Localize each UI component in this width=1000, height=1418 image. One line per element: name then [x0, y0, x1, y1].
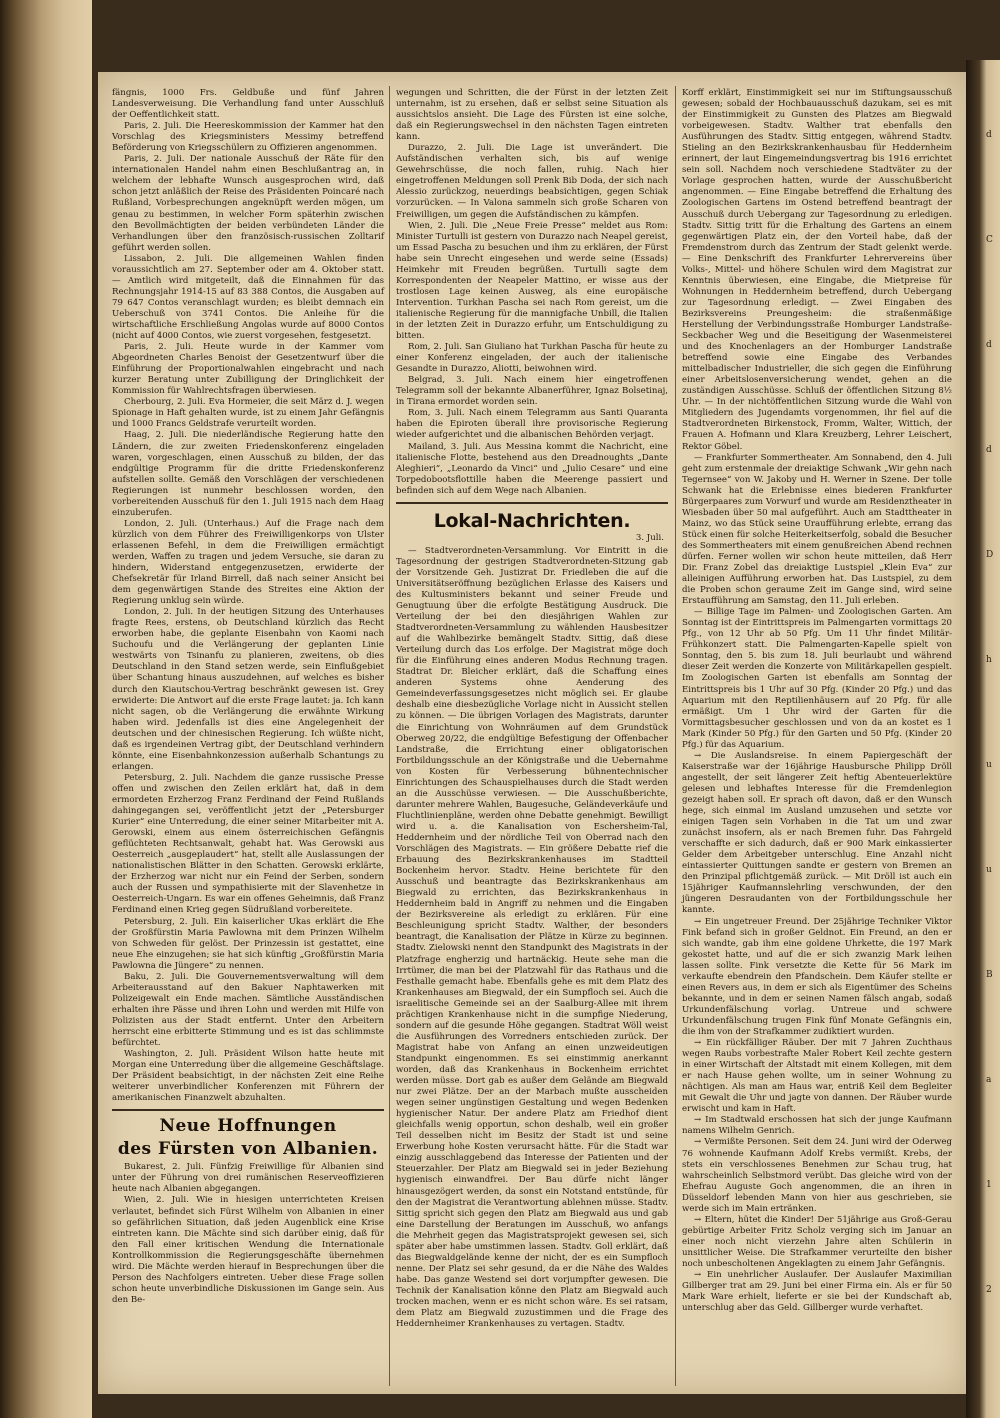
news-paragraph: London, 2. Juli. (Unterhaus.) Auf die Frage nach dem kürzlich von dem Führer des Freiwilligenkorps von Ulster erlassenen Befehl, in dem die Freiwilligen ermächtigt werden, Waffen zu tragen und jedem Versuche, sie daran zu hindern, Widerstand entgegenzusetzen, erwiderte der Chefsekretär für Irland Birrell, daß nach seiner Ansicht bei dem gegenwärtigen Stande des Streites eine Aktion der Regierung unklug sein würde.	[112, 518, 384, 607]
news-paragraph: Rom, 3. Juli. Nach einem Telegramm aus Santi Quaranta haben die Epiroten überall ihre provisorische Regierung wieder aufgerichtet und die albanischen Behörden verjagt.	[396, 408, 668, 441]
news-paragraph: Baku, 2. Juli. Die Gouvernementsverwaltung will dem Arbeiterausstand auf den Bakuer Naphtawerken mit Polizeigewalt ein Ende machen. Sämtliche Ausständischen erhalten ihre Pässe und ihren Lohn und werden mit Hilfe von Polizisten aus der Stadt entfernt. Unter den Arbeitern herrscht eine erbitterte Stimmung und es ist das schlimmste befürchtet.	[112, 971, 384, 1049]
local-items	[682, 88, 952, 1314]
news-paragraph: London, 2. Juli. In der heutigen Sitzung des Unterhauses fragte Rees, erstens, ob Deutschland kürzlich das Recht erworben habe, die geplante Eisenbahn von Kaomi nach Suchoufu und die Verlängerung der geplanten Linie westwärts von Tsinanfu zu planieren, zweitens, ob dies Deutschland in den Stand setzen werde, sein Einflußgebiet über Schantung hinaus auszudehnen, auf welches es bisher durch den Kiautschou-Vertrag beschränkt gewesen ist. Grey erwiderte: Die Antwort auf die erste Frage lautet: ja. Ich kann nicht sagen, ob die Verlängerung die erwähnte Wirkung haben wird. Jedenfalls ist dies eine Angelegenheit der deutschen und der chinesischen Regierung. Ich wüßte nicht, daß es irgendeinen Vertrag gibt, der Deutschland verhindern könnte, eine Eisenbahnkonzession außerhalb Schantungs zu erlangen.	[112, 607, 384, 772]
news-paragraph: Bukarest, 2. Juli. Fünfzig Freiwillige für Albanien sind unter der Führung von drei rumänischen Reserveoffizieren heute nach Albanien abgegangen.	[112, 1162, 384, 1195]
column-2	[396, 88, 668, 1330]
divider	[112, 1109, 384, 1111]
news-paragraph: Paris, 2. Juli. Die Heereskommission der Kammer hat den Vorschlag des Kriegsministers Messimy betreffend Beförderung von Kriegsschülern zu Offizieren angenommen.	[112, 121, 384, 154]
news-paragraph: Lissabon, 2. Juli. Die allgemeinen Wahlen finden voraussichtlich am 27. September oder am 4. Oktober statt. — Amtlich wird mitgeteilt, daß die Einnahmen für das Rechnungsjahr 1914-15 auf 83 388 Contos, die Ausgaben auf 79 647 Contos veranschlagt wurden; es bleibt demnach ein Ueberschuß von 3741 Contos. Die Anleihe für die wirtschaftliche Erschließung Angolas wurde auf 8000 Contos (nicht auf 4000 Contos, wie zuerst vorgesehen, festgesetzt.	[112, 253, 384, 342]
adjacent-page-fragment: d	[986, 340, 992, 350]
news-paragraph: Mailand, 3. Juli. Aus Messina kommt die Nachricht, eine italienische Flotte, bestehend aus den Dreadnoughts „Dante Aleghieri“, „Leonardo da Vinci“ und „Julio Cesare“ und eine Torpedobootsflottille haben die Meerenge passiert und befinden sich auf dem Wege nach Albanien.	[396, 441, 668, 496]
news-paragraph: Petersburg, 2. Juli. Ein kaiserlicher Ukas erklärt die Ehe der Großfürstin Maria Pawlowna mit dem Prinzen Wilhelm von Schweden für gelöst. Der Prinzessin ist gestattet, eine neue Ehe einzugehen; sie hat sich künftig „Großfürstin Maria Pawlowna die Jüngere“ zu nennen.	[112, 916, 384, 971]
book-spine	[0, 0, 92, 1418]
news-paragraph: → Vermißte Personen. Seit dem 24. Juni wird der Oderweg 76 wohnende Kaufmann Adolf Krebs vermißt. Krebs, der stets ein verschlossenes Benehmen zur Schau trug, hat wahrscheinlich Selbstmord verübt. Das gleiche wird von der Ehefrau Auguste Goch angenommen, die an ihren in Düsseldorf lebenden Mann von hier aus geschrieben, sie werde sich im Main ertränken.	[682, 1137, 952, 1214]
news-paragraph: Korff erklärt, Einstimmigkeit sei nur im Stiftungsausschuß gewesen; sobald der Hochbauausschuß dazukam, sei es mit der Einstimmigkeit zu Gunsten des Platzes am Biegwald vorbeigewesen. Stadtv. Walther trat ebenfalls den Ausführungen des Stadtv. Sittig entgegen, während Stadtv. Stieling an den Bezirkskrankenhausbau für Heddernheim erinnert, der laut Eingemeindungsvertrag bis 1916 errichtet sein soll. Nachdem noch verschiedene Stadtväter zu der Vorlage gesprochen hatten, wurde der Ausschußbericht angenommen. — Eine Eingabe betreffend die Erhaltung des Zoologischen Gartens im Ostend betreffend beantragt der Ausschuß durch Uebergang zur Tagesordnung zu erledigen. Stadtv. Sittig tritt für die Erhaltung des Gartens an einem gegenwärtigen Platz ein, der den Vorteil habe, daß der Fremdenstrom durch das Zentrum der Stadt gelenkt werde. — Eine Denkschrift des Frankfurter Lehrervereins über Volks-, Mittel- und höhere Schulen wird dem Magistrat zur Kenntnis überwiesen, eine Eingabe, die Mietpreise für Wohnungen in Heddernheim betreffend, durch Uebergang zur Tagesordnung erledigt. — Zwei Eingaben des Bezirksvereins Preungesheim: die straßenmäßige Herstellung der Verbindungsstraße Homburger Landstraße-Seckbacher Weg und die Beseitigung der Wasenmeisterei und des Knochenlagers an der Homburger Landstraße betreffend sowie eine Eingabe des Verbandes mittelbadischer Industrieller, die sich gegen die Einführung einer Arbeitslosenversicherung wendet, gehen an die zuständigen Ausschüsse. Schluß der öffentlichen Sitzung 8½ Uhr. — In der nichtöffentlichen Sitzung wurde die Wahl von Mitgliedern des Jugendamts vorgenommen, ihr fiel auf die Stadtverordneten Birkenstock, Fromm, Walter, Wittich, der Frauen A. Hofmann und Klara Kreuzberg, Lehrer Leischert, Rektor Göbel.	[682, 88, 952, 452]
adjacent-page-edge	[966, 60, 1000, 1418]
news-items	[112, 88, 384, 1104]
adjacent-page-fragment: 2	[986, 1285, 992, 1295]
news-paragraph: Cherbourg, 2. Juli. Eva Hormeier, die seit März d. J. wegen Spionage in Haft gehalten wurde, ist zu einem Jahr Gefängnis und 1000 Francs Geldstrafe verurteilt worden.	[112, 397, 384, 430]
newspaper-page	[98, 72, 966, 1394]
news-paragraph: Rom, 2. Juli. San Giuliano hat Turkhan Pascha für heute zu einer Konferenz eingeladen, der auch der italienische Gesandte in Durazzo, Aliotti, beiwohnen wird.	[396, 342, 668, 375]
adjacent-page-fragment: a	[986, 1075, 992, 1085]
column-rule	[675, 86, 676, 1386]
adjacent-page-fragment: d	[986, 130, 992, 140]
news-paragraph: Paris, 2. Juli. Der nationale Ausschuß der Räte für den internationalen Handel nahm einen Beschlußantrag an, in welchem der lebhafte Wunsch ausgesprochen wird, daß schon jetzt anläßlich der Reise des Präsidenten Poincaré nach Rußland, Vorbesprechungen angeknüpft werden mögen, um genau zu bestimmen, in welcher Form späterhin zwischen den Bevollmächtigten der beiden verbündeten Länder die Verhandlungen über den französisch-russischen Zolltarif geführt werden sollen.	[112, 154, 384, 253]
local-items	[396, 546, 668, 1330]
news-paragraph: Washington, 2. Juli. Präsident Wilson hatte heute mit Morgan eine Unterredung über die allgemeine Geschäftslage. Der Präsident beabsichtigt, in der nächsten Zeit eine Reihe weiterer unverbindlicher Konferenzen mit Führern der amerikanischen Finanzwelt abzuhalten.	[112, 1049, 384, 1104]
news-items	[396, 88, 668, 497]
news-paragraph: — Frankfurter Sommertheater. Am Sonnabend, den 4. Juli geht zum erstenmale der dreiaktige Schwank „Wir gehn nach Tegernsee“ von W. Jakoby und H. Werner in Szene. Der tolle Schwank hat die Erlebnisse eines biederen Frankfurter Bürgerpaares zum Vorwurf und wurde am Residenztheater in Wiesbaden über 50 mal aufgeführt. Auch am Stadttheater in Mainz, wo das Stück seine Uraufführung erlebte, errang das Stück einen für solche Heiterkeitserfolg, sobald die Besucher des Sommertheaters mit einem genußreichen Abend rechnen dürfen. Ferner wollen wir schon heute mitteilen, daß Herr Dir. Franz Zobel das dreiaktige Lustspiel „Klein Eva“ zur alleinigen Aufführung erworben hat. Das Lustspiel, zu dem die Proben schon geraume Zeit im Gange sind, wird seine Erstaufführung am Samstag, den 11. Juli erleben.	[682, 452, 952, 607]
news-paragraph: Paris, 2. Juli. Heute wurde in der Kammer vom Abgeordneten Charles Benoist der Gesetzentwurf über die Einführung der Proportionalwahlen eingebracht und nach kurzer Beratung unter Zubilligung der Dringlichkeit der Kommission für Wahlrechtsfragen überwiesen.	[112, 342, 384, 397]
news-paragraph: fängnis, 1000 Frs. Geldbuße und fünf Jahren Landesverweisung. Die Verhandlung fand unter Ausschluß der Oeffentlichkeit statt.	[112, 88, 384, 121]
adjacent-page-fragment: u	[986, 865, 992, 875]
news-paragraph: Wien, 2. Juli. Wie in hiesigen unterrichteten Kreisen verlautet, befindet sich Fürst Wilhelm von Albanien in einer so gefährlichen Situation, daß jeden Augenblick eine Krise eintreten kann. Die Mächte sind sich darüber einig, daß für den Fall einer kritischen Wendung die Internationale Kontrollkommission die Regierungsgeschäfte übernehmen wird. Die Mächte werden hierauf in Besprechungen über die Person des Nachfolgers eintreten. Ueber diese Frage sollen schon heute unverbindliche Diskussionen im Gange sein. Aus den Be-	[112, 1195, 384, 1305]
article-heading-line2: des Fürsten von Albanien.	[117, 1139, 379, 1160]
news-paragraph: Belgrad, 3. Juli. Nach einem hier eingetroffenen Telegramm soll der bekannte Albanerführer, Ignaz Bolsetinaj, in Tirana ermordet worden sein.	[396, 375, 668, 408]
news-paragraph: Wien, 2. Juli. Die „Neue Freie Presse“ meldet aus Rom: Minister Turtulli ist gestern von Durazzo nach Neapel gereist, um Essad Pascha zu besuchen und ihm zu erklären, der Fürst habe sein Unrecht eingesehen und werde seine (Essads) Heimkehr mit Freuden begrüßen. Turtulli sagte dem Korrespondenten der Neapeler Mattino, er wisse aus der trostlosen Lage keinen Ausweg, als eine europäische Intervention. Turkhan Pascha sei nach Rom gereist, um die italienische Regierung für die mannigfache Unbill, die Italien in der letzten Zeit in Durazzo erfuhr, um Entschuldigung zu bitten.	[396, 220, 668, 342]
news-paragraph: → Eltern, hütet die Kinder! Der 51jährige aus Groß-Gerau gebürtige Arbeiter Fritz Scholz verging sich im Januar an einer noch nicht vierzehn Jahre alten Schülerin in unsittlicher Weise. Die Strafkammer verurteilte den bisher noch unbescholtenen Angeklagten zu einem Jahr Gefängnis.	[682, 1214, 952, 1269]
adjacent-page-fragment: B	[986, 970, 993, 980]
news-paragraph: Petersburg, 2. Juli. Nachdem die ganze russische Presse offen und zwischen den Zeilen erklärt hat, daß in dem ermordeten Erzherzog Franz Ferdinand der Feind Rußlands dahingegangen sei, veröffentlicht jetzt der „Petersburger Kurier“ eine Unterredung, die einer seiner Mitarbeiter mit A. Gerowski, einem aus einem österreichischen Gefängnis geflüchteten Rechtsanwalt, gehabt hat. Was Gerowski aus Oesterreich „ausgeplaudert“ hat, stellt alle Auslassungen der nationalistischen Blätter in den Schatten. Gerowski erklärte, der Erzherzog war nicht nur ein Feind der Serben, sondern auch der Russen und sympathisierte mit der Slavenhetze in Oesterreich-Ungarn. Es war ein offenes Geheimnis, daß Franz Ferdinand einen Krieg gegen Südrußland vorbereitete.	[112, 772, 384, 916]
news-paragraph: Haag, 2. Juli. Die niederländische Regierung hatte den Ländern, die zur zweiten Friedenskonferenz eingeladen waren, vorgeschlagen, einen Ausschuß zu bilden, der das endgültige Programm für die dritte Friedenskonferenz aufstellen sollte. Gemäß den Vorschlägen der verschiedenen Regierungen ist nunmehr beschlossen worden, den vorbereitenden Ausschuß für den 1. Juli 1915 nach dem Haag einzuberufen.	[112, 430, 384, 518]
news-paragraph: → Die Auslandsreise. In einem Papiergeschäft der Kaiserstraße war der 16jährige Hausbursche Philipp Dröll angestellt, der seit längerer Zeit heftig Abenteuerlektüre gelesen und lebhaftes Interesse für die Fremdenlegion gezeigt haben soll. Er sprach oft davon, daß er den Wunsch hege, sich einmal im Ausland umzusehen und setzte vor einigen Tagen sein Vorhaben in die Tat um und zwar zunächst insofern, als er nach Bremen fuhr. Das Fahrgeld verschaffte er sich dadurch, daß er 900 Mark einkassierter Gelder dem Arbeitgeber unterschlug. Eine Anzahl nicht eintassierter Quittungen sandte er gestern von Bremen an den Prinzipal pflichtgemäß zurück. — Mit Dröll ist auch ein 15jähriger Kaufmannslehrling verschwunden, der den jüngeren Desraudanten von der Fortbildungsschule her kannte.	[682, 750, 952, 916]
divider	[396, 502, 668, 504]
adjacent-page-fragment: u	[986, 760, 992, 770]
news-paragraph: wegungen und Schritten, die der Fürst in der letzten Zeit unternahm, ist zu ersehen, daß er selbst seine Situation als aussichtslos ansieht. Die Lage des Fürsten ist eine solche, daß ein Regierungswechsel in den nächsten Tagen eintreten kann.	[396, 88, 668, 143]
news-paragraph: → Ein ungetreuer Freund. Der 25jährige Techniker Viktor Fink befand sich in großer Geldnot. Ein Freund, an den er sich wandte, gab ihm eine goldene Uhrkette, die 197 Mark gekostet hatte, und auf die er sich zwanzig Mark leihen lassen sollte. Fink versetzte die Kette für 56 Mark im verkaufte ebendrein den Pfandschein. Dem Käufer stellte er einen Revers aus, in dem er sich als Eigentümer des Scheins bekannte, und in dem er seinen Namen fälsch angab, sodaß Urkundenfälschung vorlag. Untreue und schwere Urkundenfälschung trugen Fink fünf Monate Gefängnis ein, die ihm von der Strafkammer zudiktiert wurden.	[682, 916, 952, 1037]
column-3	[682, 88, 952, 1314]
news-paragraph: — Stadtverordneten-Versammlung. Vor Eintritt in die Tagesordnung der gestrigen Stadtverordneten-Sitzung gab der Vorsitzende Geh. Justizrat Dr. Friedleben die auf die Universitätseröffnung bezüglichen Erlasse des Kaisers und des Kultusministers bekannt und seiner Freude und Genugtuung über die erfolgte Bestätigung Ausdruck. Die Verteilung der bei den diesjährigen Wahlen zur Stadtverordneten-Versammlung zu wählenden Hausbesitzer auf die Wahlbezirke bemängelt Stadtv. Sittig, daß diese Verteilung durch das Los erfolge. Der Magistrat möge doch für die Einführung eines anderen Modus Rechnung tragen. Stadtrat Dr. Bleicher erklärt, daß die Schaffung eines anderen Systems ohne Aenderung des Gemeindeverfassungsgesetzes nicht möglich sei. Er glaube deshalb eine diesbezügliche Vorlage nicht in Aussicht stellen zu können. — Die übrigen Vorlagen des Magistrats, darunter die Einrichtung von Wohnräumen auf dem Grundstück Oberweg 20/22, die endgültige Befestigung der Offenbacher Landstraße, die Errichtung einer obligatorischen Fortbildungsschule an der Königstraße und die Uebernahme von Kosten für Verbesserung bühnentechnischer Einrichtungen des Schauspielhauses durch die Stadt werden an die Ausschüsse verwiesen. — Die Ausschußberichte, darunter mehrere Wahlen, Baugesuche, Geländeverkäufe und Fluchtlinienpläne, werden ohne Debatte genehmigt. Bewilligt wird u. a. die Kanalisation von Eschersheim-Tal, Heddernheim und der nördliche Teil von Oberrad nach den Vorschlägen des Magistrats. — Ein größere Debatte rief die Erbauung des Bezirkskrankenhauses im Stadtteil Bockenheim hervor. Stadtv. Heine berichtete für den Ausschuß und beantragte das Bezirkskrankenhaus am Biegwald zu errichten, das Bezirkskrankenhaus in Heddernheim bald in Angriff zu nehmen und die Eingaben der Bezirksvereine als erledigt zu erklären. Für eine Beschleunigung spricht Stadtv. Walther, der besonders beantragt, die Kanalisation der Plätze in Kürze zu beginnen. Stadtv. Zielowski nennt den Standpunkt des Magistrats in der Platzfrage engherzig und hartnäckig. Heute sehe man die Irrtümer, die man bei der Platzwahl für das Rathaus und die Festhalle gemacht habe. Ebenfalls gehe es mit dem Platz des Krankenhauses am Biegwald, der ein Sumpfloch sei. Auch die israelitische Gemeinde sei an der Saalburg-Allee mit ihrem prächtigen Krankenhause nicht in die sumpfige Niederung, sondern auf die gesunde Höhe gegangen. Stadtrat Wöll weist die Ausführungen des Vorredners entschieden zurück. Der Magistrat habe von Anfang an einen unzweideutigen Standpunkt eingenommen. Es sei einstimmig anerkannt worden, daß das Krankenhaus in Bockenheim errichtet werden müsse. Dort gab es außer dem Gelände am Biegwald nur zwei Plätze. Der an der Marbach mußte ausscheiden wegen seiner ungünstigen Gestaltung und wegen Bedenken hygienischer Natur. Der andere Platz am Friedhof dient gleichfalls wenig opportun, schon deshalb, weil ein großer Teil desselben nicht im Besitz der Stadt ist und seine Erwerbung hohe Kosten verursacht hätte. Für die Stadt war einzig ausschlaggebend das Interesse der Patienten und der Steuerzahler. Der Platz am Biegwald sei in jeder Beziehung hygienisch einwandfrei. Der Bau dürfe nicht länger hinausgezögert werden, da sonst ein Notstand entstünde, für den der Magistrat die Verantwortung ablehnen müsse. Stadtv. Sittig spricht sich gegen den Platz am Biegwald aus und gab eine Darstellung der Beratungen im Ausschuß, wo anfangs die Mehrheit gegen das Magistratsprojekt gewesen sei, sich später aber habe umstimmen lassen. Stadtv. Goll erklärt, daß das Biegwaldgelände kenne der nicht, der es ein Sumpfloch nenne. Der Platz sei sehr gesund, da er die Nähe des Waldes habe. Das ganze Westend sei dort vorjumpfter gewesen. Die Technik der Kanalisation könne den Platz am Biegwald auch trocken machen, wenn er es nicht schon wäre. Es sei ratsam, dem Platz am Biegwald zuzustimmen und die Frage des Heddernheimer Krankenhauses zu vertagen. Stadtv.	[396, 545, 668, 1330]
albania-items	[112, 1162, 384, 1306]
news-paragraph: — Billige Tage im Palmen- und Zoologischen Garten. Am Sonntag ist der Eintrittspreis im Palmengarten vormittags 20 Pfg., von 12 Uhr ab 50 Pfg. Um 11 Uhr findet Militär-Frühkonzert statt. Die Palmengarten-Kapelle spielt von Sonntag, den 5. bis zum 18. Juli beurlaubt und während dieser Zeit werden die Konzerte von Militärkapellen gespielt. Im Zoologischen Garten ist ebenfalls am Sonntag der Eintrittspreis bis 1 Uhr auf 30 Pfg. (Kinder 20 Pfg.) und das Aquarium mit den Reptilienhäusern auf 20 Pfg. für alle ermäßigt. Um 1 Uhr wird der Garten für die Vormittagsbesucher geschlossen und von da an kostet es 1 Mark (Kinder 50 Pfg.) für den Garten und 50 Pfg. (Kinder 20 Pfg.) für das Aquarium.	[682, 607, 952, 750]
adjacent-page-fragment: C	[986, 235, 993, 245]
adjacent-page-fragment: 1	[986, 1180, 992, 1190]
adjacent-page-fragment: h	[986, 655, 992, 665]
column-rule	[389, 86, 390, 1386]
section-title: Lokal-Nachrichten.	[433, 509, 631, 532]
news-paragraph: → Ein unehrlicher Auslaufer. Der Auslaufer Maximilian Gillberger trat am 29. Juni bei einer Firma ein. Als er für 50 Mark Ware erhielt, lieferte er sie bei der Kundschaft ab, unterschlug aber das Geld. Gillberger wurde verhaftet.	[682, 1270, 952, 1314]
adjacent-page-fragment: d	[986, 445, 992, 455]
column-1	[112, 88, 384, 1306]
news-paragraph: → Im Stadtwald erschossen hat sich der junge Kaufmann namens Wilhelm Genrich.	[682, 1115, 952, 1137]
news-paragraph: → Ein rückfälliger Räuber. Der mit 7 Jahren Zuchthaus wegen Raubs vorbestrafte Maler Robert Keil zechte gestern in einer Wirtschaft der Altstadt mit einem Kollegen, mit dem er nach Hause gehen wollte, um in seiner Wohnung zu nächtigen. Als man am Haus war, entriß Keil dem Begleiter mit Gewalt die Uhr und jagte von dannen. Der Räuber wurde erwischt und kam in Haft.	[682, 1038, 952, 1115]
article-heading-line1: Neue Hoffnungen	[159, 1116, 337, 1137]
news-paragraph: Durazzo, 2. Juli. Die Lage ist unverändert. Die Aufständischen verhalten sich, bis auf wenige Gewehrschüsse, die noch fallen, ruhig. Nach hier eingetroffenen Meldungen soll Prenk Bib Doda, der sich nach Alessio zurückzog, neuerdings beabsichtigen, gegen Schiak vorzurücken. — In Valona sammeln sich große Scharen von Freiwilligen, um gegen die Aufständischen zu kämpfen.	[396, 143, 668, 220]
adjacent-page-fragment: D	[986, 550, 994, 560]
section-date: 3. Juli.	[635, 532, 664, 543]
